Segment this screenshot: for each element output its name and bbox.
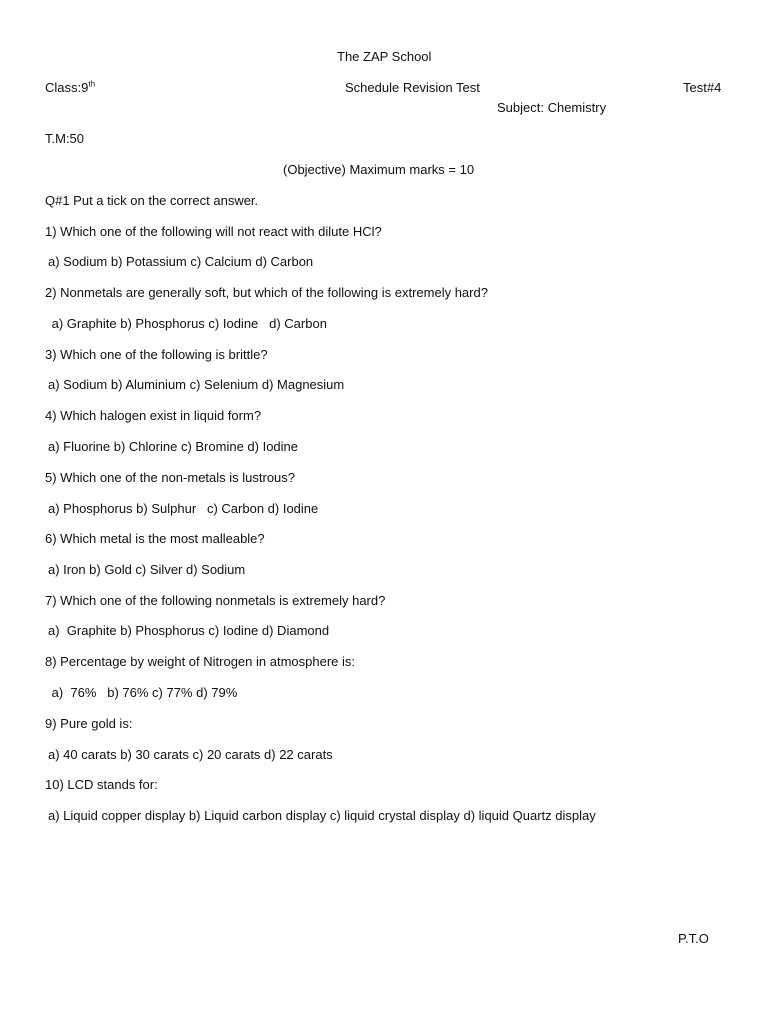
question-6: 6) Which metal is the most malleable? (45, 531, 265, 546)
question-1: 1) Which one of the following will not react with dilute HCl? (45, 224, 382, 239)
question-7: 7) Which one of the following nonmetals is extremely hard? (45, 593, 386, 608)
question-10: 10) LCD stands for: (45, 777, 158, 792)
question-8-options: a) 76% b) 76% c) 77% d) 79% (48, 685, 238, 700)
class-label (45, 80, 95, 96)
question-5-options: a) Phosphorus b) Sulphur c) Carbon d) Iodine (48, 501, 319, 516)
question-5: 5) Which one of the non-metals is lustrous? (45, 470, 296, 485)
subject: Subject: Chemistry (497, 100, 607, 115)
question-2: 2) Nonmetals are generally soft, but which of the following is extremely hard? (45, 285, 488, 300)
question-6-options: a) Iron b) Gold c) Silver d) Sodium (48, 562, 246, 577)
class-label-text: Class:9 (45, 80, 89, 95)
question-8: 8) Percentage by weight of Nitrogen in atmosphere is: (45, 654, 356, 669)
question-9-options: a) 40 carats b) 30 carats c) 20 carats d) 22 carats (48, 747, 333, 762)
section-heading: (Objective) Maximum marks = 10 (283, 162, 475, 177)
question-2-options: a) Graphite b) Phosphorus c) Iodine d) Carbon (48, 316, 327, 331)
question-4-options: a) Fluorine b) Chlorine c) Bromine d) Iodine (48, 439, 298, 454)
question-3: 3) Which one of the following is brittle? (45, 347, 268, 362)
question-7-options: a) Graphite b) Phosphorus c) Iodine d) Diamond (48, 623, 330, 638)
test-number: Test#4 (683, 80, 722, 95)
question-10-options: a) Liquid copper display b) Liquid carbon display c) liquid crystal display d) liquid Quartz display (48, 808, 596, 823)
question-3-options: a) Sodium b) Aluminium c) Selenium d) Magnesium (48, 377, 345, 392)
question-9: 9) Pure gold is: (45, 716, 133, 731)
test-name: Schedule Revision Test (345, 80, 480, 95)
question-1-options: a) Sodium b) Potassium c) Calcium d) Carbon (48, 254, 314, 269)
total-marks: T.M:50 (45, 131, 85, 146)
class-label-sup: th (88, 79, 96, 89)
question-4: 4) Which halogen exist in liquid form? (45, 408, 262, 423)
footer-pto: P.T.O (678, 931, 709, 946)
instruction: Q#1 Put a tick on the correct answer. (45, 193, 259, 208)
school-name: The ZAP School (337, 49, 432, 64)
